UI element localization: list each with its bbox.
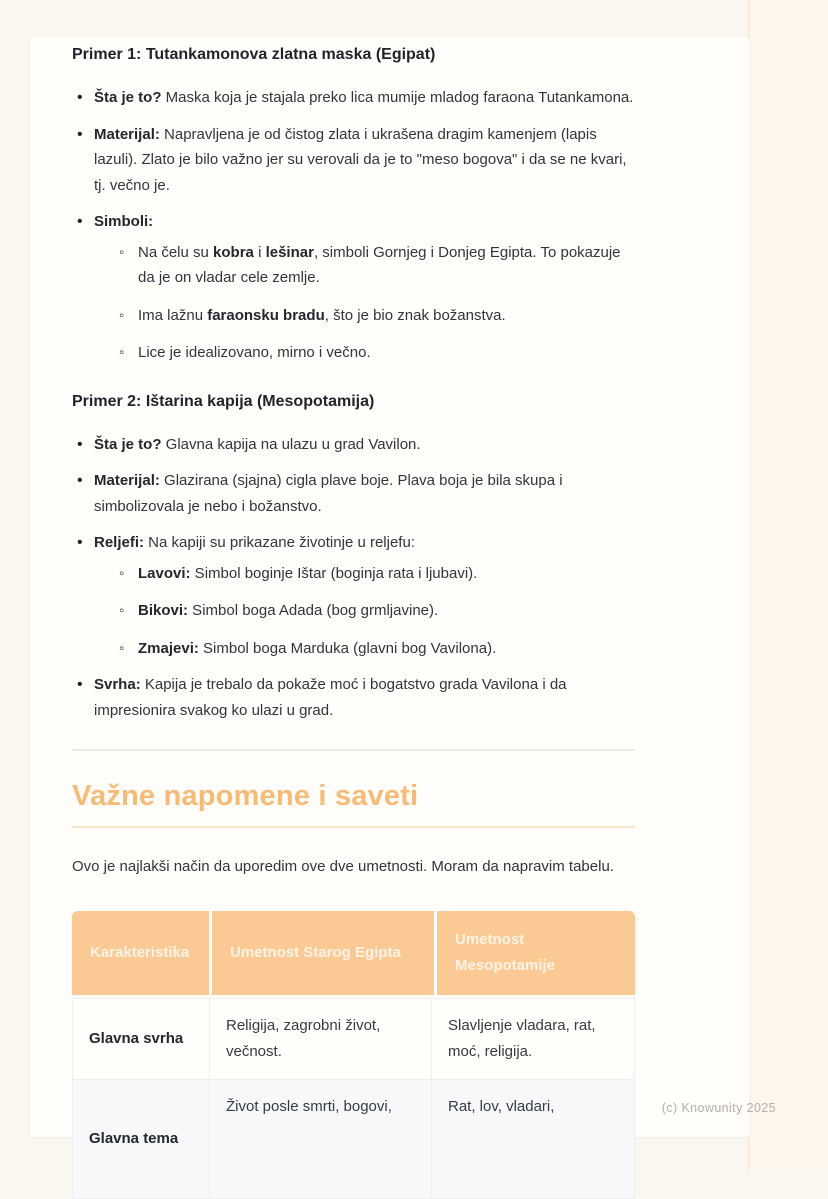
- section-divider: [72, 749, 635, 751]
- text-segment: Simbol boginje Ištar (boginja rata i ljubavi).: [190, 564, 478, 582]
- text-segment: i: [253, 243, 266, 261]
- primer1-sublist: [94, 240, 635, 366]
- text-segment: Lice je idealizovano, mirno i večno.: [138, 344, 371, 361]
- list-item: [72, 209, 635, 366]
- page-margin-band: [748, 0, 828, 1171]
- bold-text-segment: kobra: [213, 243, 254, 261]
- list-item: [116, 598, 635, 624]
- bold-text-segment: Šta je to?: [94, 89, 162, 106]
- copyright-watermark: (c) Knowunity 2025: [661, 1101, 776, 1115]
- bold-text-segment: Zmajevi:: [138, 639, 199, 657]
- list-item: [116, 303, 635, 329]
- bold-text-segment: Lavovi:: [138, 564, 191, 582]
- list-item-text: [94, 213, 153, 230]
- table-row: [73, 1079, 634, 1198]
- text-segment: Na kapiji su prikazane životinje u reljefu:: [144, 534, 415, 551]
- comparison-table: [72, 911, 635, 1199]
- document-page: [30, 37, 749, 1147]
- list-item: [72, 122, 635, 199]
- text-segment: Kapija je trebalo da pokaže moć i bogatstvo grada Vavilona i da impresionira svakog ko ulazi u grad.: [94, 676, 567, 719]
- table-cell-mesopotamia: Slavljenje vladara, rat, moć, religija.: [431, 999, 628, 1079]
- bold-text-segment: Materijal:: [94, 472, 160, 489]
- notes-paragraph: Ovo je najlakši način da uporedim ove dve umetnosti. Moram da napravim tabelu.: [72, 858, 614, 875]
- text-segment: , što je bio znak božanstva.: [324, 306, 506, 324]
- list-item-text: [94, 534, 415, 551]
- table-cell-egypt: Religija, zagrobni život, večnost.: [209, 999, 431, 1079]
- table-body: [72, 998, 635, 1199]
- bold-text-segment: faraonsku bradu: [207, 306, 325, 324]
- table-header-cell: Umetnost Mesopotamije: [437, 911, 635, 995]
- table-header-cell: Karakteristika: [72, 911, 209, 995]
- text-segment: Simbol boga Marduka (glavni bog Vavilona).: [198, 639, 497, 657]
- text-segment: Simbol boga Adada (bog grmljavine).: [188, 602, 439, 619]
- primer1-list: [72, 85, 635, 366]
- bold-text-segment: Svrha:: [94, 676, 141, 693]
- list-item: [116, 240, 635, 291]
- list-item: [72, 432, 635, 458]
- text-segment: , simboli Gornjeg i Donjeg Egipta. To pokazuje da je on vladar cele zemlje.: [138, 243, 621, 286]
- table-header-row: [72, 911, 635, 995]
- notes-heading: Važne napomene i saveti: [72, 780, 419, 812]
- bold-text-segment: Materijal:: [94, 125, 160, 143]
- primer2-sublist: [94, 561, 635, 662]
- bold-text-segment: lešinar: [265, 243, 314, 261]
- text-segment: Na čelu su: [138, 243, 214, 261]
- text-segment: Maska koja je stajala preko lica mumije mladog faraona Tutankamona.: [161, 89, 634, 106]
- text-segment: Glazirana (sjajna) cigla plave boje. Plava boja je bila skupa i simbolizovala je nebo i božanstvo.: [94, 472, 563, 515]
- table-cell-feature: Glavna tema: [89, 1130, 179, 1147]
- bold-text-segment: Bikovi:: [138, 602, 189, 619]
- text-segment: Napravljena je od čistog zlata i ukrašena dragim kamenjem (lapis lazuli). Zlato je bilo važno jer su verovali da je to "meso bogova" i da se ne kvari, tj. večno je.: [94, 125, 627, 194]
- bold-text-segment: Šta je to?: [94, 435, 162, 453]
- list-item: [72, 85, 635, 111]
- bold-text-segment: Simboli:: [94, 213, 154, 230]
- primer2-heading: Primer 2: Ištarina kapija (Mesopotamija): [72, 392, 375, 410]
- list-item: [116, 340, 635, 366]
- list-item: [72, 530, 635, 661]
- text-segment: Glavna kapija na ulazu u grad Vavilon.: [161, 435, 421, 453]
- list-item: [116, 636, 635, 662]
- table-row: [73, 998, 634, 1079]
- list-item: [72, 672, 635, 723]
- primer1-heading: Primer 1: Tutankamonova zlatna maska (Egipat): [72, 46, 436, 63]
- table-cell-feature: Glavna svrha: [89, 1030, 184, 1047]
- accent-rule: [72, 826, 635, 828]
- table-cell-mesopotamia: Rat, lov, vladari,: [431, 1080, 628, 1198]
- list-item: [116, 561, 635, 587]
- primer2-list: [72, 432, 635, 724]
- list-item: [72, 468, 635, 519]
- table-cell-egypt: Život posle smrti, bogovi,: [209, 1080, 431, 1198]
- text-segment: Ima lažnu: [138, 306, 208, 324]
- bold-text-segment: Reljefi:: [94, 534, 145, 551]
- table-header-cell: Umetnost Starog Egipta: [212, 911, 434, 995]
